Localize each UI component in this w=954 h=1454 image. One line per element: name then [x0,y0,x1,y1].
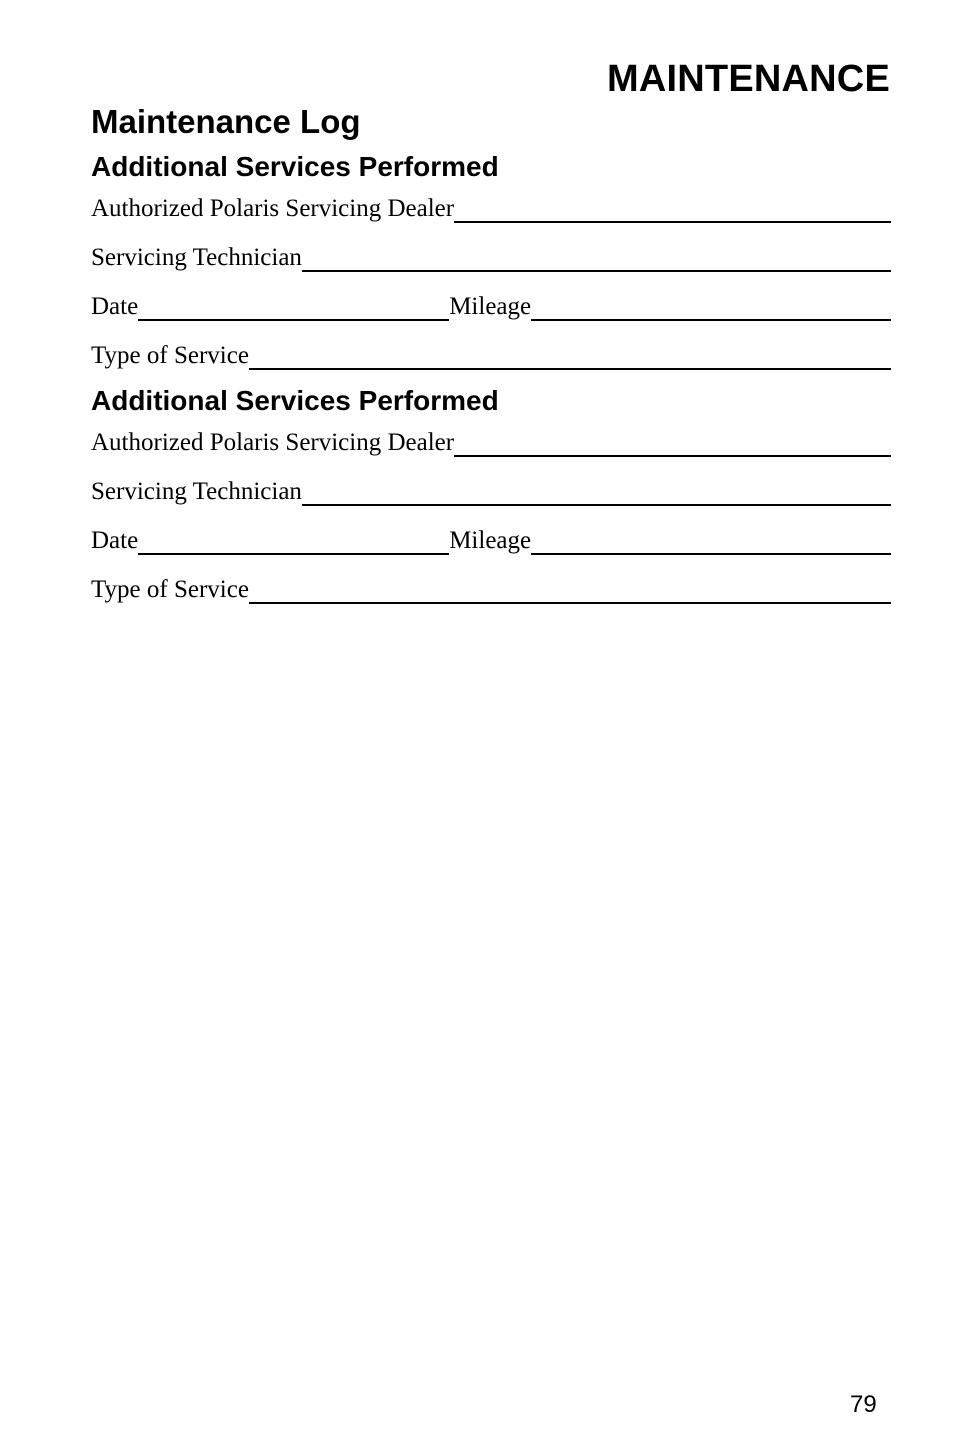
service-type-label: Type of Service [91,342,249,369]
dealer-label: Authorized Polaris Servicing Dealer [91,195,455,222]
service-type-label: Type of Service [91,576,249,603]
service-type-field [91,342,891,370]
page-header: MAINTENANCE [607,58,890,100]
dealer-field [91,429,891,457]
date-mileage-field [91,527,891,555]
service-record-1 [91,150,891,370]
technician-entry-line[interactable] [302,246,891,272]
technician-entry-line[interactable] [302,480,891,506]
mileage-label: Mileage [449,527,532,554]
date-mileage-field [91,293,891,321]
mileage-entry-line[interactable] [531,529,891,555]
dealer-entry-line[interactable] [454,197,891,223]
mileage-entry-line[interactable] [531,295,891,321]
page-number: 79 [850,1391,877,1418]
section-title: Maintenance Log [91,103,361,140]
technician-label: Servicing Technician [91,478,302,505]
dealer-entry-line[interactable] [454,431,891,457]
technician-field [91,244,891,272]
technician-field [91,478,891,506]
dealer-label: Authorized Polaris Servicing Dealer [91,429,455,456]
service-type-field [91,576,891,604]
service-type-entry-line[interactable] [249,344,891,370]
service-record-2 [91,384,891,604]
date-label: Date [91,527,139,554]
technician-label: Servicing Technician [91,244,302,271]
date-entry-line[interactable] [138,295,449,321]
mileage-label: Mileage [449,293,532,320]
date-label: Date [91,293,139,320]
service-type-entry-line[interactable] [249,578,891,604]
date-entry-line[interactable] [138,529,449,555]
service-record-heading: Additional Services Performed [91,385,499,416]
service-record-heading: Additional Services Performed [91,151,499,182]
dealer-field [91,195,891,223]
